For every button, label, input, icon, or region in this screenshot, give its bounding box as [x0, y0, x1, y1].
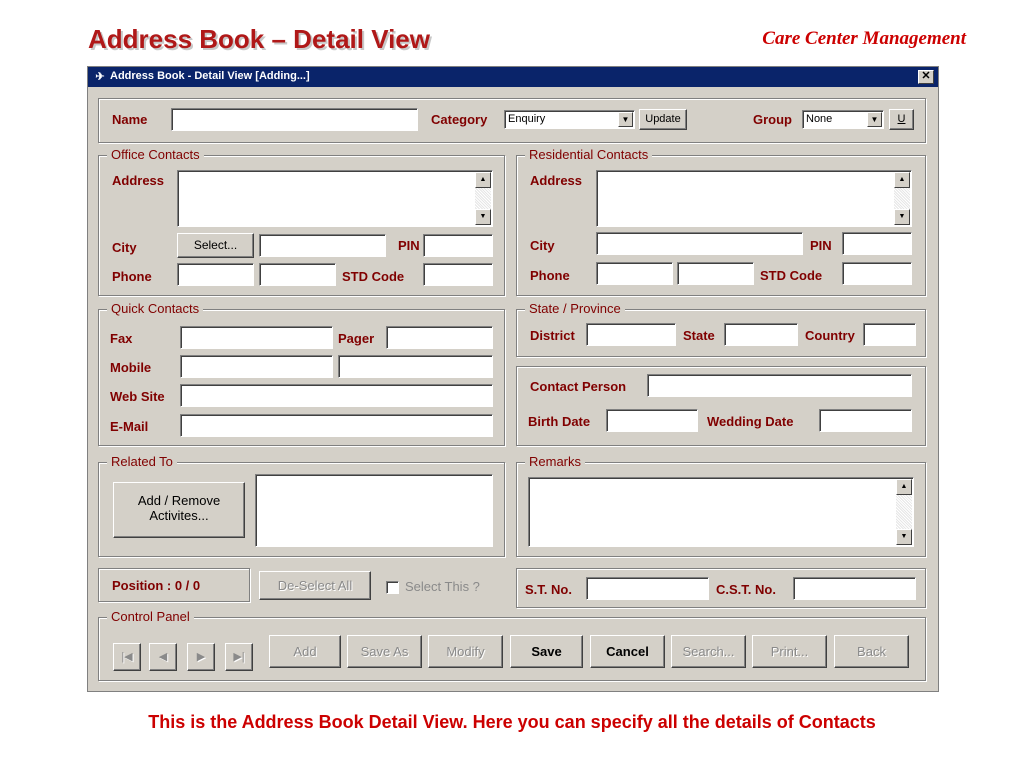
quick-contacts-legend: Quick Contacts [107, 301, 203, 316]
office-phone-label: Phone [112, 269, 152, 284]
contact-person-input[interactable] [647, 374, 912, 397]
chevron-down-icon[interactable]: ▼ [618, 112, 633, 127]
st-no-label: S.T. No. [525, 582, 572, 597]
scroll-up-icon[interactable]: ▲ [475, 172, 491, 188]
scroll-up-icon[interactable]: ▲ [894, 172, 910, 188]
category-value: Enquiry [508, 113, 546, 125]
residential-contacts-legend: Residential Contacts [525, 147, 652, 162]
add-remove-label-line1: Add / Remove [137, 493, 221, 508]
residential-address-scrollbar[interactable] [894, 172, 910, 225]
scroll-down-icon[interactable]: ▼ [896, 529, 912, 545]
print-button[interactable]: Print... [752, 635, 827, 668]
remarks-legend: Remarks [525, 454, 585, 469]
group-value: None [806, 113, 833, 125]
app-icon: ✈ [95, 71, 105, 83]
slide-caption: This is the Address Book Detail View. Here you can specify all the details of Contacts [148, 712, 876, 732]
remarks-scrollbar[interactable] [896, 479, 912, 545]
related-activities-list[interactable] [255, 474, 493, 547]
scroll-down-icon[interactable]: ▼ [475, 209, 491, 225]
update-button[interactable]: Update [639, 109, 687, 130]
add-button[interactable]: Add [269, 635, 341, 668]
related-to-legend: Related To [107, 454, 177, 469]
state-input[interactable] [724, 323, 798, 346]
district-label: District [530, 328, 575, 343]
office-std-input[interactable] [423, 263, 493, 286]
office-pin-label: PIN [398, 238, 420, 253]
residential-pin-label: PIN [810, 238, 832, 253]
position-text: Position : 0 / 0 [112, 578, 201, 593]
group-label: Group [753, 112, 792, 127]
remarks-textarea[interactable] [528, 477, 914, 547]
residential-city-input[interactable] [596, 232, 803, 255]
deselect-all-button[interactable]: De-Select All [259, 571, 371, 600]
save-button[interactable]: Save [510, 635, 583, 668]
office-city-input[interactable] [259, 234, 386, 257]
pager-input[interactable] [386, 326, 493, 349]
select-this-label: Select This ? [405, 579, 480, 594]
window-title: Address Book - Detail View [Adding...] [110, 70, 310, 82]
next-record-icon[interactable]: ▶ [187, 643, 215, 671]
website-label: Web Site [110, 389, 165, 404]
select-this-checkbox[interactable] [386, 581, 399, 594]
back-button[interactable]: Back [834, 635, 909, 668]
add-remove-activities-button[interactable] [113, 482, 245, 538]
residential-phone-input-1[interactable] [596, 262, 673, 285]
website-input[interactable] [180, 384, 493, 407]
country-label: Country [805, 328, 855, 343]
name-input[interactable] [171, 108, 418, 131]
first-record-icon[interactable]: |◀ [113, 643, 141, 671]
residential-std-input[interactable] [842, 262, 912, 285]
wedding-date-label: Wedding Date [707, 414, 794, 429]
previous-record-icon[interactable]: ◀ [149, 643, 177, 671]
cst-no-input[interactable] [793, 577, 916, 600]
window-titlebar [88, 67, 938, 87]
country-input[interactable] [863, 323, 916, 346]
office-contacts-legend: Office Contacts [107, 147, 204, 162]
residential-address-label: Address [530, 173, 583, 188]
mobile-label: Mobile [110, 360, 152, 375]
cst-no-label: C.S.T. No. [716, 582, 776, 597]
group-select[interactable] [802, 110, 884, 129]
residential-city-label: City [530, 238, 555, 253]
residential-pin-input[interactable] [842, 232, 912, 255]
office-address-label: Address [112, 173, 165, 188]
residential-phone-input-2[interactable] [677, 262, 754, 285]
save-as-button[interactable]: Save As [347, 635, 422, 668]
name-label: Name [112, 112, 148, 127]
search-button[interactable]: Search... [671, 635, 746, 668]
office-phone-input-1[interactable] [177, 263, 254, 286]
office-std-label: STD Code [342, 269, 405, 284]
pager-label: Pager [338, 331, 375, 346]
scroll-down-icon[interactable]: ▼ [894, 209, 910, 225]
email-input[interactable] [180, 414, 493, 437]
st-no-input[interactable] [586, 577, 709, 600]
email-label: E-Mail [110, 419, 149, 434]
scroll-up-icon[interactable]: ▲ [896, 479, 912, 495]
group-u-button[interactable]: U [889, 109, 914, 130]
mobile-input-1[interactable] [180, 355, 333, 378]
birth-date-label: Birth Date [528, 414, 591, 429]
category-select[interactable] [504, 110, 635, 129]
wedding-date-input[interactable] [819, 409, 912, 432]
office-city-label: City [112, 240, 137, 255]
contact-person-label: Contact Person [530, 379, 627, 394]
modify-button[interactable]: Modify [428, 635, 503, 668]
last-record-icon[interactable]: ▶| [225, 643, 253, 671]
office-address-scrollbar[interactable] [475, 172, 491, 225]
chevron-down-icon[interactable]: ▼ [867, 112, 882, 127]
state-label: State [683, 328, 715, 343]
office-address-textarea[interactable] [177, 170, 493, 227]
office-phone-input-2[interactable] [259, 263, 336, 286]
control-panel-legend: Control Panel [107, 609, 194, 624]
birth-date-input[interactable] [606, 409, 698, 432]
residential-std-label: STD Code [760, 268, 823, 283]
close-icon[interactable]: ✕ [918, 70, 934, 84]
category-label: Category [431, 112, 488, 127]
fax-label: Fax [110, 331, 133, 346]
slide-subtitle: Care Center Management [762, 28, 966, 49]
residential-address-textarea[interactable] [596, 170, 912, 227]
slide-title: Address Book – Detail View [88, 24, 430, 54]
add-remove-label-line2: Activites... [149, 508, 209, 523]
mobile-input-2[interactable] [338, 355, 493, 378]
state-province-legend: State / Province [525, 301, 625, 316]
residential-phone-label: Phone [530, 268, 570, 283]
cancel-button[interactable]: Cancel [590, 635, 665, 668]
office-city-select-button[interactable]: Select... [177, 233, 254, 258]
office-pin-input[interactable] [423, 234, 493, 257]
district-input[interactable] [586, 323, 676, 346]
fax-input[interactable] [180, 326, 333, 349]
